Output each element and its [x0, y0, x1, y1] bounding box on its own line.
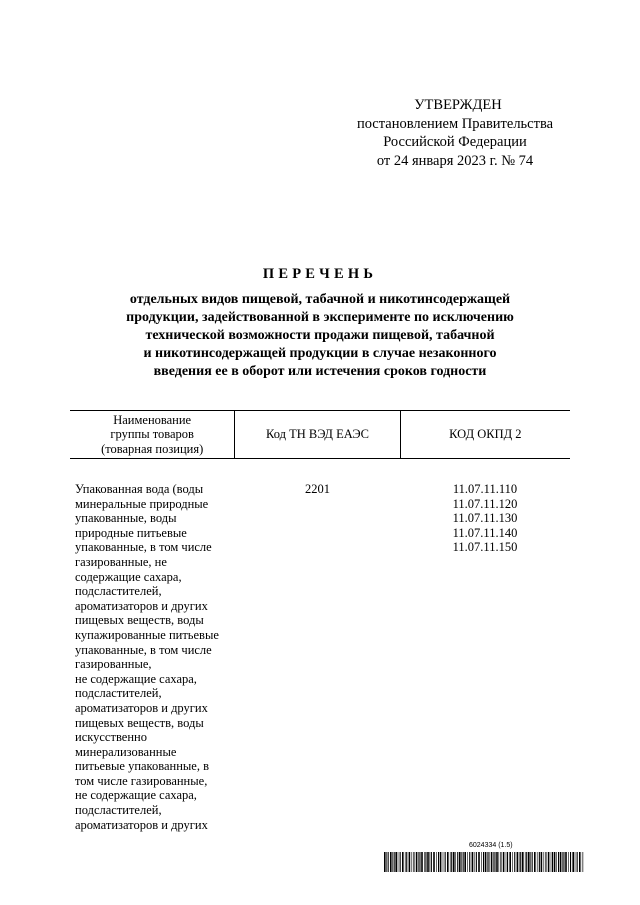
- subtitle-line: технической возможности продажи пищевой, табачной: [145, 328, 495, 343]
- barcode-bar: [577, 852, 578, 872]
- barcode-bar: [568, 852, 569, 872]
- header-tnved: Код ТН ВЭД ЕАЭС: [234, 411, 400, 458]
- barcode-bar: [421, 852, 423, 872]
- cell-line: подсластителей,: [75, 803, 162, 818]
- barcode-bar: [552, 852, 553, 872]
- barcode-bar: [487, 852, 488, 872]
- barcode-bar: [556, 852, 557, 872]
- cell-line: минеральные природные: [75, 496, 209, 511]
- table-row: [70, 459, 570, 832]
- barcode-bar: [413, 852, 414, 872]
- barcode-bar: [405, 852, 406, 872]
- barcode-bar: [476, 852, 477, 872]
- barcode-bar: [451, 852, 452, 872]
- barcode-bar: [507, 852, 508, 872]
- cell-line: упакованные, в том числе: [75, 540, 212, 555]
- document-title: ПЕРЕЧЕНЬ: [262, 266, 378, 282]
- cell-line: не содержащие сахара,: [75, 788, 197, 803]
- barcode-bar: [526, 852, 527, 872]
- document-subtitle: [70, 291, 570, 381]
- approval-line: от 24 января 2023 г. № 74: [376, 152, 534, 169]
- cell-tnved: 2201: [305, 482, 330, 496]
- barcode-bar: [509, 852, 511, 872]
- barcode-bar: [541, 852, 543, 872]
- barcode-bar: [517, 852, 519, 872]
- okpd-code: 11.07.11.150: [452, 540, 518, 555]
- barcode-bar: [491, 852, 493, 872]
- barcode-bar: [551, 852, 552, 872]
- barcode-bar: [440, 852, 442, 872]
- okpd-code: 11.07.11.110: [452, 482, 518, 496]
- cell-line: минерализованные: [75, 744, 177, 759]
- barcode-bar: [388, 852, 389, 872]
- barcode-bar: [455, 852, 456, 872]
- barcode-bar: [544, 852, 545, 872]
- approval-heading: УТВЕРЖДЕН: [414, 97, 502, 113]
- subtitle-line: отдельных видов пищевой, табачной и никотинсодержащей: [129, 292, 511, 307]
- cell-line: не содержащие сахара,: [75, 671, 197, 686]
- cell-line: пищевых веществ, воды: [75, 613, 204, 628]
- barcode-bar: [548, 852, 550, 872]
- barcode-bar: [469, 852, 470, 872]
- barcode-bar: [485, 852, 487, 872]
- barcode-bar: [494, 852, 495, 872]
- cell-line: газированные,: [75, 657, 152, 672]
- barcode-bar: [500, 852, 501, 872]
- barcode-bar: [545, 852, 546, 872]
- barcode-bar: [532, 852, 533, 872]
- approval-line: Российской Федерации: [383, 134, 527, 150]
- cell-line: содержащие сахара,: [75, 569, 182, 584]
- barcode-bar: [424, 852, 425, 872]
- barcode-bar: [512, 852, 513, 872]
- cell-line: газированные, не: [75, 554, 167, 569]
- barcode-bar: [478, 852, 480, 872]
- barcode-bar: [537, 852, 538, 872]
- barcode-bar: [528, 852, 530, 872]
- barcode-bar: [453, 852, 455, 872]
- cell-line: пищевых веществ, воды: [75, 715, 204, 730]
- barcode-bar: [438, 852, 439, 872]
- cell-line: ароматизаторов и других: [75, 598, 208, 613]
- barcode-bar: [425, 852, 426, 872]
- barcode-bar: [572, 852, 574, 872]
- barcode-bar: [563, 852, 564, 872]
- cell-line: ароматизаторов и других: [75, 817, 208, 832]
- barcode-bar: [534, 852, 536, 872]
- barcode-bar: [481, 852, 482, 872]
- barcode-bar: [394, 852, 395, 872]
- barcode-bar: [461, 852, 462, 872]
- barcode-bar: [447, 852, 449, 872]
- barcode-bar: [400, 852, 401, 872]
- barcode-bar: [409, 852, 411, 872]
- cell-line: подсластителей,: [75, 584, 162, 599]
- barcode-bar: [418, 852, 419, 872]
- header-group-name: [70, 411, 234, 458]
- cell-line: упакованные, в том числе: [75, 642, 212, 657]
- header-line: (товарная позиция): [101, 441, 204, 456]
- barcode-bar: [398, 852, 399, 872]
- cell-line: подсластителей,: [75, 686, 162, 701]
- barcode-bar: [522, 852, 524, 872]
- barcode-bar: [554, 852, 556, 872]
- barcode-bar: [443, 852, 444, 872]
- barcode-bar: [431, 852, 432, 872]
- barcode-bar: [558, 852, 559, 872]
- cell-line: том числе газированные,: [75, 773, 208, 788]
- barcode-image: [384, 852, 584, 872]
- barcode-bar: [430, 852, 431, 872]
- barcode-bar: [570, 852, 571, 872]
- header-okpd: КОД ОКПД 2: [449, 427, 522, 442]
- cell-line: ароматизаторов и других: [75, 700, 208, 715]
- cell-line: купажированные питьевые: [75, 627, 219, 642]
- barcode-bar: [493, 852, 494, 872]
- cell-group-name: [70, 482, 235, 832]
- barcode-bar: [445, 852, 446, 872]
- barcode-bar: [483, 852, 484, 872]
- barcode-bar: [450, 852, 451, 872]
- barcode-bar: [519, 852, 520, 872]
- barcode-bar: [579, 852, 581, 872]
- barcode-bar: [395, 852, 397, 872]
- header-line: Наименование: [113, 412, 192, 427]
- barcode-bar: [467, 852, 468, 872]
- barcode-bar: [520, 852, 521, 872]
- cell-line: Упакованная вода (воды: [75, 482, 204, 496]
- okpd-code: 11.07.11.140: [452, 525, 518, 540]
- okpd-code: 11.07.11.120: [452, 496, 518, 511]
- barcode-bar: [525, 852, 526, 872]
- barcode-bar: [392, 852, 393, 872]
- subtitle-line: введения ее в оборот или истечения сроков годности: [153, 364, 487, 379]
- barcode-bar: [539, 852, 540, 872]
- barcode-bar: [474, 852, 475, 872]
- barcode-bar: [402, 852, 404, 872]
- barcode-bar: [472, 852, 474, 872]
- barcode-bar: [488, 852, 489, 872]
- products-table: [70, 410, 570, 832]
- approval-block: [330, 96, 580, 170]
- subtitle-line: и никотинсодержащей продукции в случае незаконного: [143, 346, 497, 361]
- barcode-bar: [419, 852, 420, 872]
- barcode-bar: [499, 852, 500, 872]
- barcode-bar: [565, 852, 567, 872]
- barcode-bar: [386, 852, 387, 872]
- subtitle-line: продукции, задействованной в эксперименте по исключению: [126, 310, 514, 325]
- barcode-bar: [575, 852, 576, 872]
- barcode-bar: [457, 852, 458, 872]
- okpd-code: 11.07.11.130: [452, 511, 518, 526]
- barcode-bar: [463, 852, 464, 872]
- barcode-bar: [416, 852, 418, 872]
- approval-line: постановлением Правительства: [356, 115, 554, 132]
- barcode-bar: [436, 852, 437, 872]
- barcode-bar: [433, 852, 435, 872]
- barcode-bar: [412, 852, 413, 872]
- barcode-bar: [530, 852, 531, 872]
- table-header: [70, 410, 570, 459]
- document-stamp: 6024334 (1.5): [469, 842, 513, 849]
- cell-line: природные питьевые: [75, 525, 187, 540]
- barcode-bar: [459, 852, 461, 872]
- barcode-bar: [384, 852, 386, 872]
- barcode-bar: [582, 852, 583, 872]
- cell-okpd: [400, 482, 570, 832]
- barcode-bar: [427, 852, 429, 872]
- cell-line: питьевые упакованные, в: [75, 759, 210, 774]
- barcode-bar: [503, 852, 505, 872]
- barcode-bar: [562, 852, 563, 872]
- cell-line: искусственно: [75, 730, 147, 745]
- barcode-bar: [496, 852, 498, 872]
- barcode-bar: [506, 852, 507, 872]
- barcode-bar: [560, 852, 562, 872]
- barcode-bar: [514, 852, 515, 872]
- header-line: группы товаров: [110, 427, 194, 442]
- barcode-bar: [406, 852, 407, 872]
- cell-line: упакованные, воды: [75, 511, 177, 526]
- barcode-bar: [390, 852, 392, 872]
- barcode-bar: [464, 852, 466, 872]
